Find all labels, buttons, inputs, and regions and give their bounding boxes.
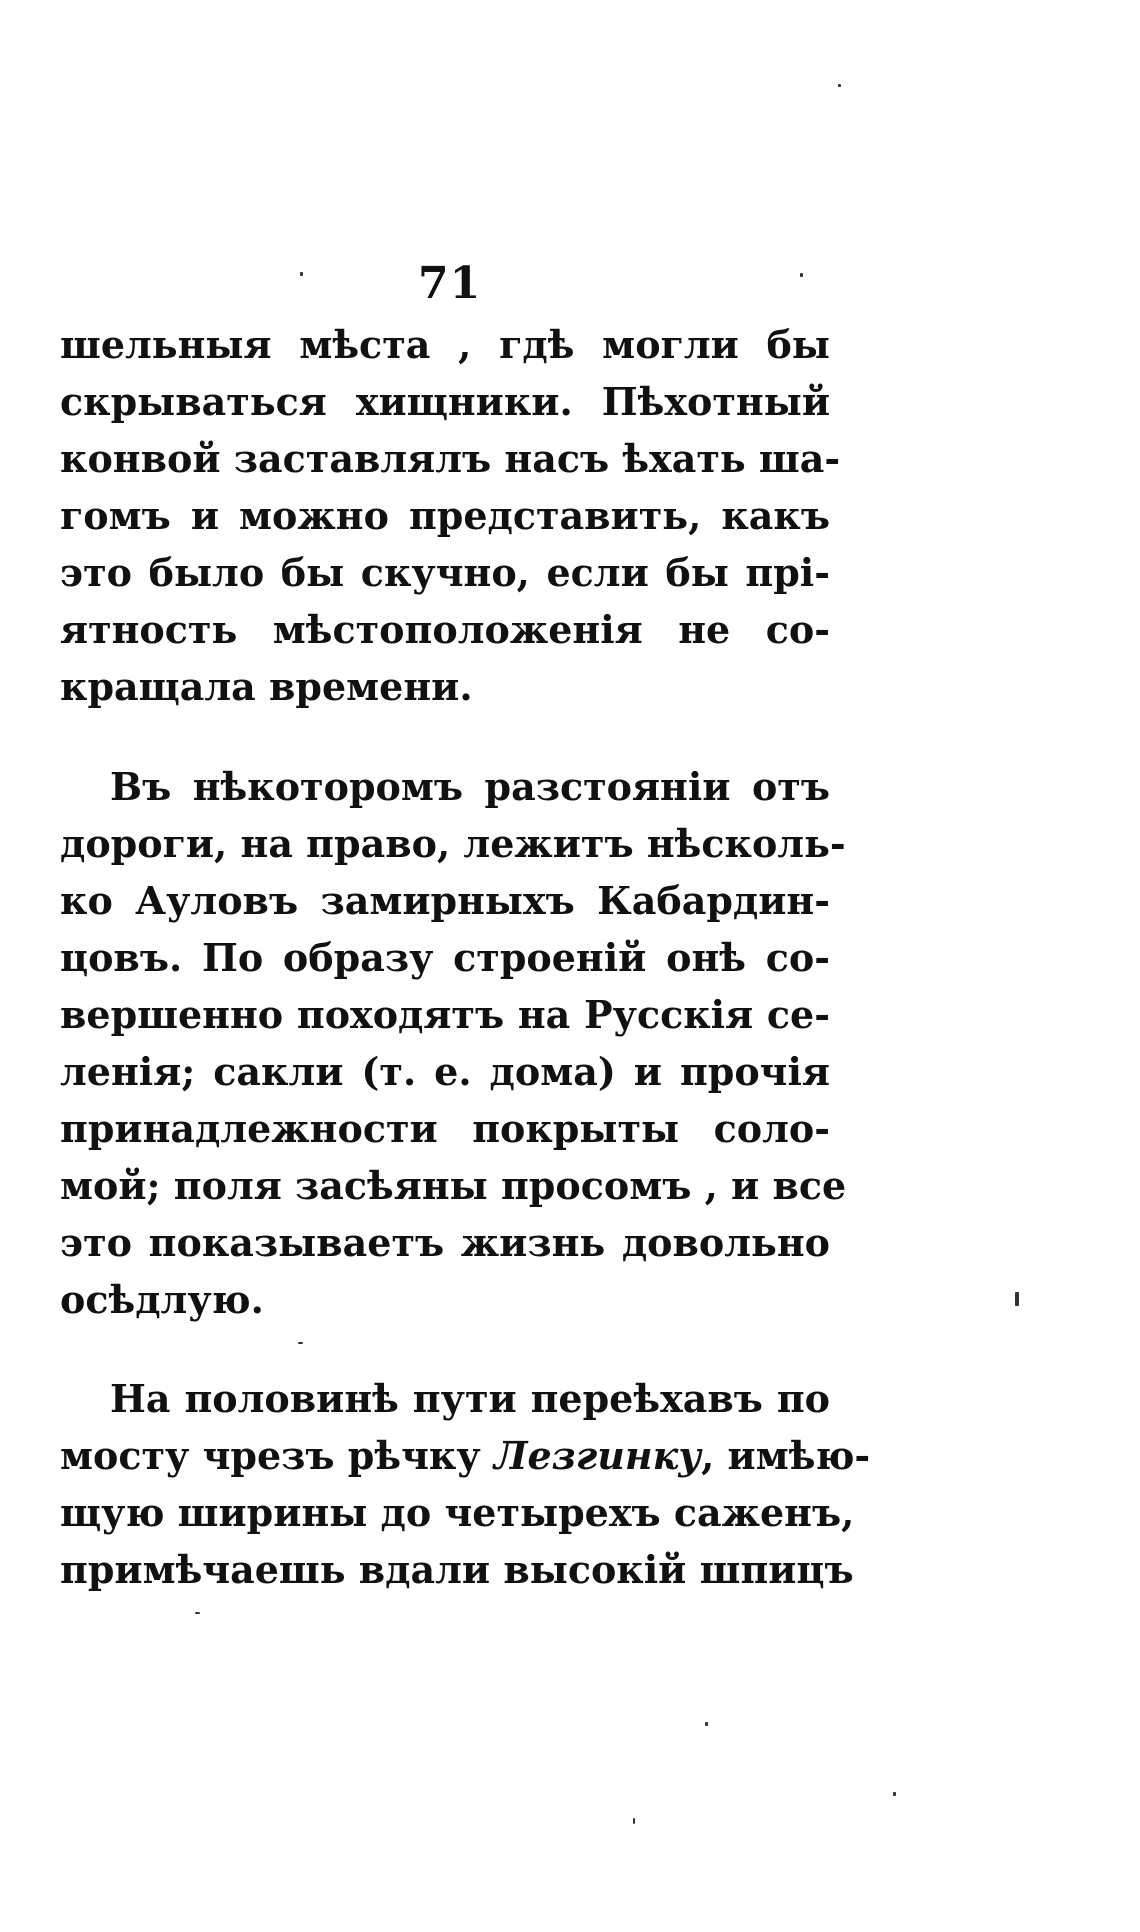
text-line: примѣчаешь вдали высокій шпицъ [60, 1547, 854, 1592]
print-speck [800, 273, 803, 277]
print-speck [893, 1792, 896, 1796]
print-speck [1015, 1292, 1019, 1306]
text-fragment: , имѣю- [701, 1433, 871, 1478]
text-line: конвой заставлялъ насъ ѣхать ша- [60, 436, 841, 481]
text-line: принадлежности покрыты соло- [60, 1106, 830, 1151]
print-speck [195, 1612, 200, 1614]
page-number: 71 [418, 258, 482, 309]
text-line: цовъ. По образу строеній онѣ со- [60, 935, 830, 980]
print-speck [633, 1818, 635, 1824]
print-speck [838, 84, 841, 87]
text-line-with-italic [60, 1427, 871, 1484]
paragraph-1 [60, 316, 841, 715]
text-line: вершенно походятъ на Русскія се- [60, 992, 830, 1037]
text-line: гомъ и можно представить, какъ [60, 493, 830, 538]
text-line: щую ширины до четырехъ саженъ, [60, 1490, 855, 1535]
text-line: это показываетъ жизнь довольно [60, 1220, 830, 1265]
text-line: ленія; сакли (т. е. дома) и прочія [60, 1049, 830, 1094]
text-line: осѣдлую. [60, 1277, 264, 1322]
text-line: скрываться хищники. Пѣхотный [60, 379, 830, 424]
text-fragment: мосту чрезъ рѣчку [60, 1433, 494, 1478]
text-line: На половинѣ пути переѣхавъ по [110, 1376, 830, 1421]
text-line: кращала времени. [60, 664, 473, 709]
text-line: ко Ауловъ замирныхъ Кабардин- [60, 878, 830, 923]
text-line: ятность мѣстоположенія не со- [60, 607, 830, 652]
text-line: шельныя мѣста , гдѣ могли бы [60, 322, 830, 367]
print-speck [298, 1342, 303, 1344]
print-speck [300, 272, 303, 276]
text-line: это было бы скучно, если бы прі- [60, 550, 830, 595]
place-name: Лезгинку [493, 1433, 702, 1478]
paragraph-3 [60, 1370, 871, 1598]
text-line: мой; поля засѣяны просомъ , и все [60, 1163, 847, 1208]
paragraph-2 [60, 758, 847, 1328]
text-line: Въ нѣкоторомъ разстояніи отъ [110, 764, 830, 809]
print-speck [705, 1722, 708, 1726]
text-line: дороги, на право, лежитъ нѣсколь- [60, 821, 846, 866]
